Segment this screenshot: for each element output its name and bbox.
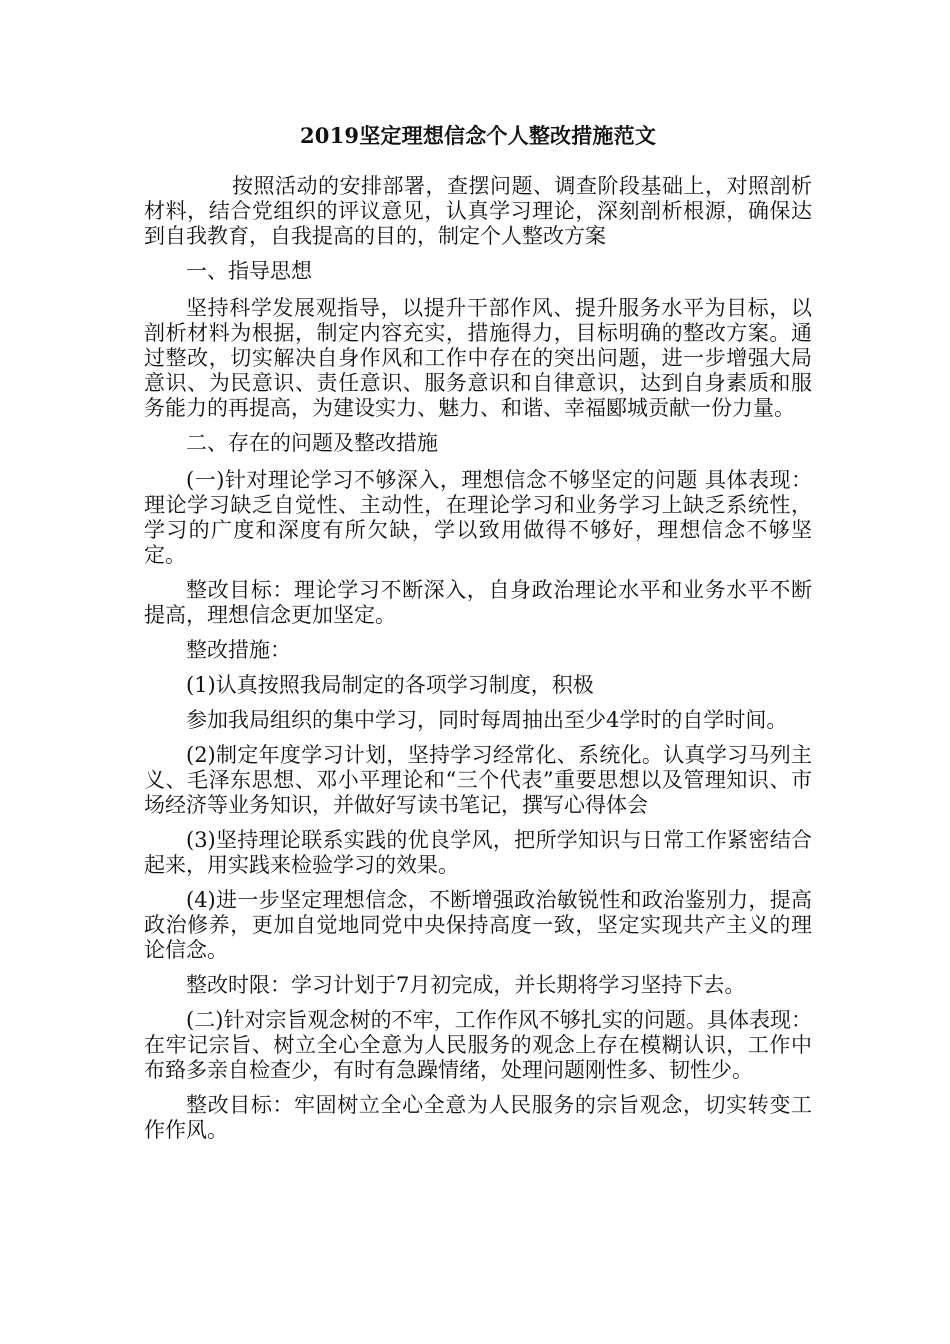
- paragraph: 整改时限：学习计划于7月初完成，并长期将学习坚持下去。: [186, 973, 746, 997]
- paragraph: (3)坚持理论联系实践的优良学风，把所学知识与日常工作紧密结合起来，用实践来检验学习的效果。: [144, 828, 812, 877]
- paragraph: 按照活动的安排部署，查摆问题、调查阶段基础上，对照剖析材料，结合党组织的评议意见，认真学习理论，深刻剖析根源，确保达到自我教育，自我提高的目的，制定个人整改方案: [144, 174, 812, 248]
- document-title: 2019坚定理想信念个人整改措施范文: [299, 123, 657, 148]
- paragraph-list: [144, 174, 812, 1143]
- paragraph: (1)认真按照我局制定的各项学习制度，积极: [186, 673, 594, 697]
- paragraph: 整改目标：牢固树立全心全意为人民服务的宗旨观念，切实转变工作作风。: [144, 1093, 812, 1142]
- paragraph: 坚持科学发展观指导，以提升干部作风、提升服务水平为目标，以剖析材料为根据，制定内容充实，措施得力，目标明确的整改方案。通过整改，切实解决自身作风和工作中存在的突出问题，进一步增强大局意识、为民意识、责任意识、服务意识和自律意识，达到自身素质和服务能力的再提高，为建设实力、魅力、和谐、幸福郾城贡献一份力量。: [144, 296, 812, 420]
- paragraph: 参加我局组织的集中学习，同时每周抽出至少4学时的自学时间。: [186, 708, 788, 732]
- paragraph: (二)针对宗旨观念树的不牢，工作作风不够扎实的问题。具体表现：在牢记宗旨、树立全心全意为人民服务的观念上存在模糊认识，工作中布臵多亲自检查少，有时有急躁情绪，处理问题刚性多、韧性少。: [144, 1008, 812, 1082]
- paragraph: 整改目标：理论学习不断深入，自身政治理论水平和业务水平不断提高，理想信念更加坚定。: [144, 578, 812, 627]
- paragraph: (一)针对理论学习不够深入，理想信念不够坚定的问题 具体表现：理论学习缺乏自觉性、主动性，在理论学习和业务学习上缺乏系统性，学习的广度和深度有所欠缺，学以致用做得不够好，理想信念不够坚定。: [144, 468, 812, 567]
- document-body: [144, 122, 812, 1153]
- paragraph: (4)进一步坚定理想信念，不断增强政治敏锐性和政治鉴别力，提高政治修养，更加自觉地同党中央保持高度一致，坚定实现共产主义的理论信念。: [144, 888, 812, 962]
- paragraph: (2)制定年度学习计划，坚持学习经常化、系统化。认真学习马列主义、毛泽东思想、邓小平理论和“三个代表”重要思想以及管理知识、市场经济等业务知识，并做好写读书笔记，撰写心得体会: [144, 743, 812, 817]
- paragraph: 整改措施：: [186, 638, 291, 662]
- section-heading: 一、指导思想: [186, 259, 312, 283]
- section-heading: 二、存在的问题及整改措施: [186, 431, 438, 455]
